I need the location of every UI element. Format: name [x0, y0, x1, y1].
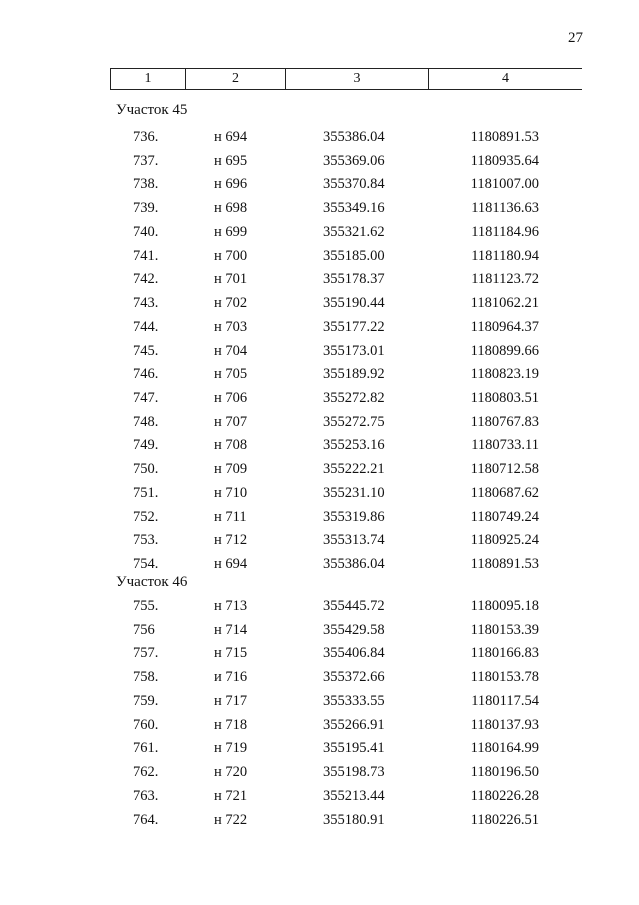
coord-y: 1180117.54 — [471, 692, 539, 709]
table-row — [0, 485, 639, 505]
coord-y: 1181180.94 — [471, 247, 539, 264]
point-number: 741. — [133, 247, 159, 264]
coord-x: 355178.37 — [323, 271, 385, 288]
coord-y: 1180891.53 — [470, 556, 539, 572]
point-id: н 713 — [214, 598, 248, 614]
table-header — [110, 68, 582, 90]
point-number: 745. — [133, 342, 159, 359]
coord-x: 355369.06 — [323, 152, 385, 169]
point-number: 753. — [133, 532, 159, 549]
table-row — [0, 669, 639, 689]
coord-y: 1181184.96 — [471, 223, 539, 240]
coord-y: 1180712.58 — [470, 461, 539, 478]
coord-x: 355386.04 — [323, 556, 385, 572]
coord-y: 1180687.62 — [470, 484, 539, 501]
table-row — [0, 437, 639, 457]
section-title: Участок 45 — [116, 102, 188, 118]
point-id: н 711 — [214, 508, 247, 525]
coord-x: 355231.10 — [323, 484, 385, 501]
coord-y: 1180226.51 — [470, 811, 539, 828]
coord-x: 355386.04 — [323, 129, 385, 145]
coord-x: 355319.86 — [323, 508, 385, 525]
point-number: 760. — [133, 716, 159, 733]
coord-x: 355173.01 — [323, 342, 385, 359]
point-id: н 706 — [214, 389, 248, 406]
point-id: н 696 — [214, 176, 248, 193]
point-id: н 704 — [214, 342, 248, 359]
table-row — [0, 622, 639, 642]
coord-x: 355313.74 — [323, 532, 385, 549]
point-number: 762. — [133, 764, 159, 780]
coord-x: 355222.21 — [323, 461, 385, 478]
coord-x: 355321.62 — [323, 223, 385, 240]
point-number: 750. — [133, 461, 159, 478]
coord-x: 355180.91 — [323, 811, 385, 828]
table-row — [0, 224, 639, 244]
coord-x: 355195.41 — [323, 740, 385, 757]
point-number: 756 — [133, 621, 155, 638]
point-number: 743. — [133, 295, 159, 311]
coord-x: 355198.73 — [323, 764, 385, 780]
point-number: 746. — [133, 366, 159, 383]
point-number: 747. — [133, 389, 159, 406]
point-id: н 698 — [214, 200, 248, 217]
table-row — [0, 248, 639, 268]
coord-x: 355272.75 — [323, 413, 385, 430]
coord-y: 1180899.66 — [470, 342, 539, 359]
coord-y: 1181062.21 — [470, 295, 539, 311]
point-id: н 717 — [214, 692, 248, 709]
point-id: н 699 — [214, 223, 248, 240]
point-id: н 705 — [214, 366, 248, 383]
coord-y: 1181136.63 — [471, 200, 539, 217]
point-id: н 722 — [214, 811, 248, 828]
table-row — [0, 414, 639, 434]
header-col-3: 3 — [285, 69, 428, 89]
point-id: н 708 — [214, 437, 248, 454]
point-number: 759. — [133, 692, 159, 709]
point-id: н 701 — [214, 271, 248, 288]
point-id: н 695 — [214, 152, 248, 169]
table-row — [0, 645, 639, 665]
table-row — [0, 461, 639, 481]
table-row — [0, 343, 639, 363]
table-row — [0, 598, 639, 618]
table-row — [0, 319, 639, 339]
coord-x: 355272.82 — [323, 389, 385, 406]
point-number: 758. — [133, 669, 159, 686]
point-id: н 694 — [214, 129, 248, 145]
table-row — [0, 812, 639, 832]
coord-x: 355333.55 — [323, 692, 385, 709]
point-number: 754. — [133, 556, 159, 572]
table-row — [0, 556, 639, 576]
coord-y: 1180935.64 — [470, 152, 539, 169]
point-number: 757. — [133, 645, 159, 662]
coord-y: 1180164.99 — [470, 740, 539, 757]
coord-y: 1180767.83 — [470, 413, 539, 430]
coord-x: 355406.84 — [323, 645, 385, 662]
header-col-4: 4 — [428, 69, 582, 89]
coord-y: 1180925.24 — [470, 532, 539, 549]
coord-y: 1180803.51 — [470, 389, 539, 406]
point-number: 738. — [133, 176, 159, 193]
table-row — [0, 129, 639, 149]
coord-y: 1180749.24 — [470, 508, 539, 525]
point-number: 737. — [133, 152, 159, 169]
table-row — [0, 788, 639, 808]
coord-y: 1180166.83 — [470, 645, 539, 662]
coord-y: 1180964.37 — [470, 318, 539, 335]
coord-y: 1180733.11 — [471, 437, 539, 454]
coord-y: 1180095.18 — [470, 598, 539, 614]
coord-x: 355190.44 — [323, 295, 385, 311]
point-number: 740. — [133, 223, 159, 240]
header-col-2: 2 — [185, 69, 285, 89]
point-id: и 716 — [214, 669, 248, 686]
table-row — [0, 509, 639, 529]
coord-x: 355185.00 — [323, 247, 385, 264]
coord-x: 355266.91 — [323, 716, 385, 733]
table-row — [0, 717, 639, 737]
point-number: 751. — [133, 484, 159, 501]
coord-x: 355372.66 — [323, 669, 385, 686]
point-id: н 702 — [214, 295, 248, 311]
coord-y: 1181007.00 — [470, 176, 539, 193]
point-id: н 712 — [214, 532, 248, 549]
point-id: н 709 — [214, 461, 248, 478]
point-number: 749. — [133, 437, 159, 454]
table-row — [0, 693, 639, 713]
coord-x: 355189.92 — [323, 366, 385, 383]
point-number: 752. — [133, 508, 159, 525]
section-title: Участок 46 — [116, 574, 188, 590]
table-row — [0, 271, 639, 291]
header-col-1: 1 — [110, 69, 185, 89]
coord-y: 1181123.72 — [471, 271, 539, 288]
coord-y: 1180137.93 — [470, 716, 539, 733]
coord-x: 355429.58 — [323, 621, 385, 638]
point-number: 736. — [133, 129, 159, 145]
coord-y: 1180891.53 — [470, 129, 539, 145]
table-row — [0, 295, 639, 315]
point-id: н 720 — [214, 764, 248, 780]
point-number: 761. — [133, 740, 159, 757]
coord-x: 355253.16 — [323, 437, 385, 454]
page-number: 27 — [568, 30, 583, 46]
coord-x: 355445.72 — [323, 598, 385, 614]
coord-y: 1180196.50 — [470, 764, 539, 780]
coord-y: 1180823.19 — [470, 366, 539, 383]
point-number: 742. — [133, 271, 159, 288]
coord-y: 1180153.78 — [470, 669, 539, 686]
point-number: 739. — [133, 200, 159, 217]
coord-x: 355177.22 — [323, 318, 385, 335]
table-row — [0, 200, 639, 220]
table-row — [0, 390, 639, 410]
point-number: 744. — [133, 318, 159, 335]
coord-y: 1180153.39 — [470, 621, 539, 638]
point-id: н 715 — [214, 645, 248, 662]
table-row — [0, 532, 639, 552]
point-number: 755. — [133, 598, 159, 614]
point-id: н 718 — [214, 716, 248, 733]
table-row — [0, 366, 639, 386]
coord-y: 1180226.28 — [470, 787, 539, 804]
coord-x: 355213.44 — [323, 787, 385, 804]
point-number: 748. — [133, 413, 159, 430]
table-row — [0, 153, 639, 173]
point-number: 764. — [133, 811, 159, 828]
point-id: н 721 — [214, 787, 248, 804]
table-row — [0, 176, 639, 196]
table-row — [0, 764, 639, 784]
point-id: н 719 — [214, 740, 248, 757]
coord-x: 355370.84 — [323, 176, 385, 193]
point-number: 763. — [133, 787, 159, 804]
point-id: н 700 — [214, 247, 248, 264]
point-id: н 710 — [214, 484, 248, 501]
table-row — [0, 740, 639, 760]
point-id: н 703 — [214, 318, 248, 335]
point-id: н 694 — [214, 556, 248, 572]
point-id: н 714 — [214, 621, 248, 638]
point-id: н 707 — [214, 413, 248, 430]
coord-x: 355349.16 — [323, 200, 385, 217]
